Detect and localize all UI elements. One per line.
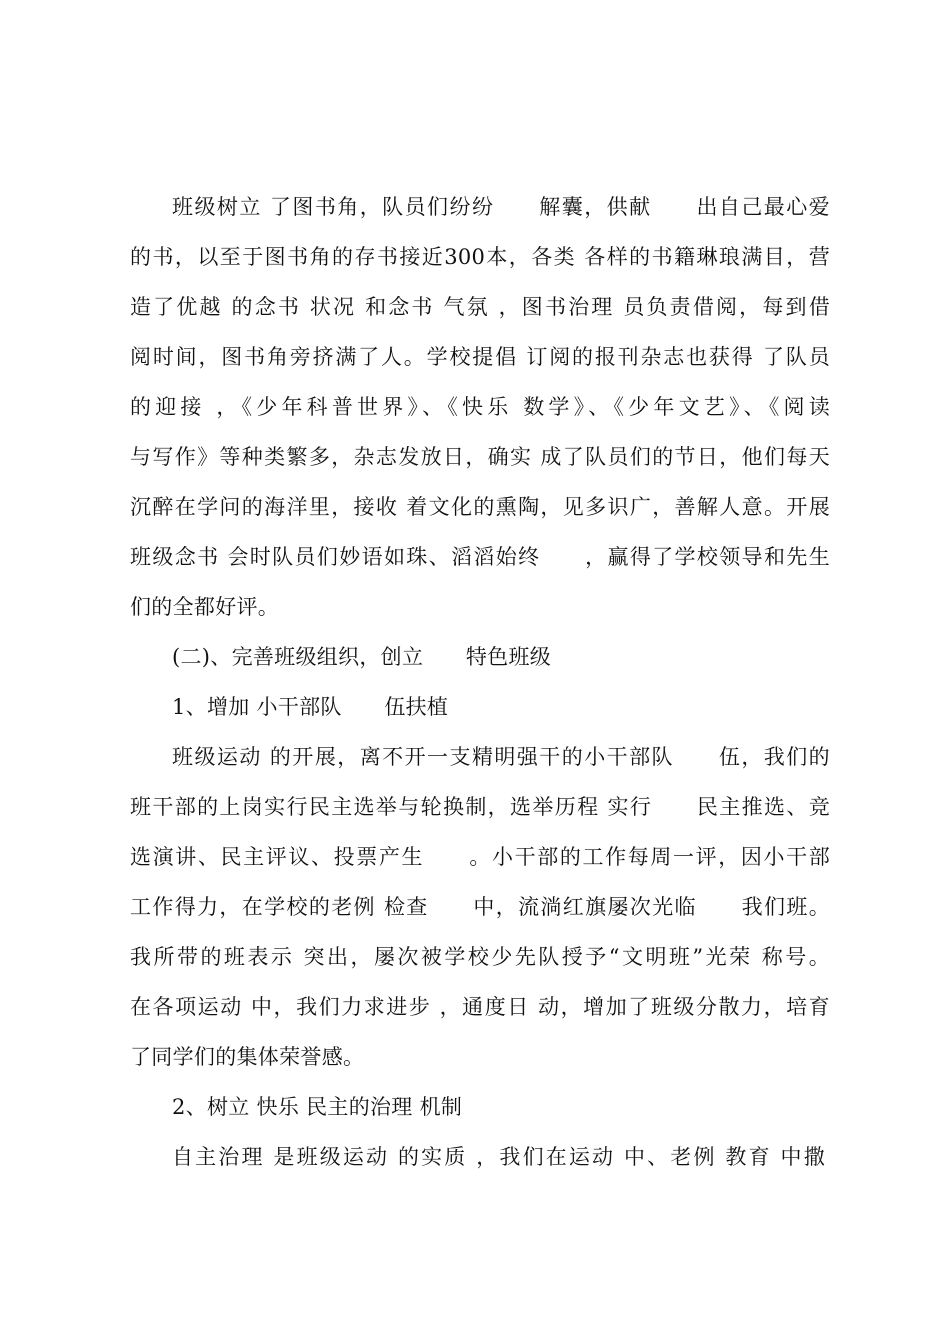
paragraph-2-line-5: 我所带的班表示 突出，屡次被学校少先队授予“文明班”光荣 称号。 bbox=[130, 945, 830, 969]
paragraph-2-line-6: 在各项运动 中，我们力求进步 ，通度日 动，增加了班级分散力，培育 bbox=[130, 995, 830, 1019]
paragraph-1-line-1: 班级树立 了图书角，队员们纷纷 解囊，供献 出自己最心爱 bbox=[172, 195, 830, 219]
paragraph-1-line-2: 的书，以至于图书角的存书接近300本，各类 各样的书籍琳琅满目，营 bbox=[130, 245, 830, 269]
paragraph-1-line-3: 造了优越 的念书 状况 和念书 气氛 ，图书治理 员负责借阅，每到借 bbox=[130, 295, 830, 319]
paragraph-2-line-3: 选演讲、民主评议、投票产生 。小干部的工作每周一评，因小干部 bbox=[130, 845, 830, 869]
paragraph-1-line-6: 与写作》等种类繁多，杂志发放日，确实 成了队员们的节日，他们每天 bbox=[130, 445, 830, 469]
subheading-1: 1、增加 小干部队 伍扶植 bbox=[172, 695, 449, 719]
paragraph-1-line-5: 的迎接 ，《少年科普世界》、《快乐 数学》、《少年文艺》、《阅读 bbox=[130, 395, 830, 419]
paragraph-2-line-7: 了同学们的集体荣誉感。 bbox=[130, 1045, 365, 1069]
paragraph-2-line-1: 班级运动 的开展，离不开一支精明强干的小干部队 伍，我们的 bbox=[172, 745, 830, 769]
paragraph-2-line-4: 工作得力，在学校的老例 检查 中，流淌红旗屡次光临 我们班。 bbox=[130, 895, 830, 919]
section-heading: (二)、完善班级组织，创立 特色班级 bbox=[172, 645, 552, 669]
paragraph-1-line-4: 阅时间，图书角旁挤满了人。学校提倡 订阅的报刊杂志也获得 了队员 bbox=[130, 345, 830, 369]
paragraph-3-line-1: 自主治理 是班级运动 的实质 ，我们在运动 中、老例 教育 中撒 bbox=[172, 1145, 825, 1169]
subheading-2: 2、树立 快乐 民主的治理 机制 bbox=[172, 1095, 463, 1119]
paragraph-1-line-8: 班级念书 会时队员们妙语如珠、滔滔始终 ，赢得了学校领导和先生 bbox=[130, 545, 830, 569]
paragraph-2-line-2: 班干部的上岗实行民主选举与轮换制，选举历程 实行 民主推选、竞 bbox=[130, 795, 830, 819]
paragraph-1-line-7: 沉醉在学问的海洋里，接收 着文化的熏陶，见多识广，善解人意。开展 bbox=[130, 495, 830, 519]
paragraph-1-line-9: 们的全都好评。 bbox=[130, 595, 280, 619]
